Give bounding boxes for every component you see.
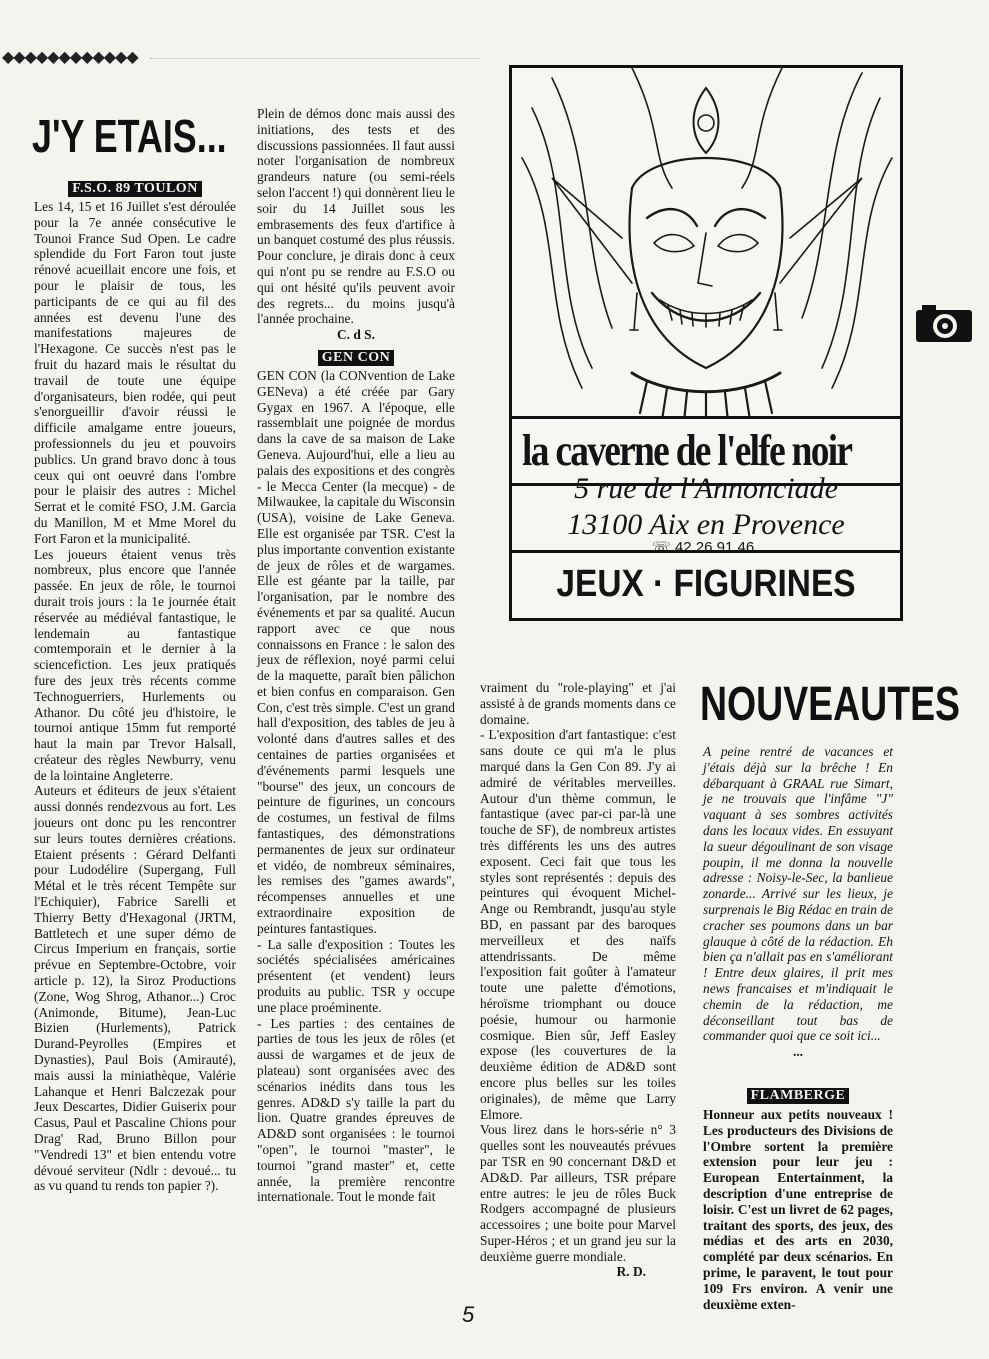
paragraph: Vous lirez dans le hors-série n° 3 quelles sont les nouveautés prévues par TSR en 90 concernant D&D et AD&D. Par ailleurs, TSR prépare entre autres: le jeu de rôles Buck Rodgers accompagné de plusieurs accessoires ; une boite pour Marvel Super-Héros ; et un grand jeu sur la deuxième guerre mondiale. xyxy=(480,1122,676,1264)
nouveautes-title: NOUVEAUTES xyxy=(700,678,961,731)
paragraph: Auteurs et éditeurs de jeux s'étaient aussi donnés rendezvous au fort. Les joueurs ont donc pu les rencontrer sur leurs toutes dernières créations. Etaient présents : Gérard Delfanti pour Ludodélire (Supergang, Full Métal et le très récent Tempête sur l'Echiquier), Fabrice Sarelli et Thierry Betty d'Hexagonal (JRTM, Battletech et une super démo de Circus Imperium en français, sortie prévue en Septembre-Octobre, voir article p. 12), la Siroz Productions (Zone, Wog Shrog, Athanor...) Croc (Animonde, Bitume), Jean-Luc Bizien (Hurlements), Patrick Durand-Peyrolles (Empires et Dynasties), Paul Bois (Amirauté), mais aussi la miniathèque, Valérie Lahanque et Henri Balczezak pour Jeux Descartes, Didier Guiserix pour Casus, Paul et Pascaline Chions pour Drag' Rad, Bruno Billon pour "Vendredi 13" et bien entendu votre dévoué serviteur (Ndlr : devoué... tu as vu quand tu rends ton papier ?). xyxy=(34,783,236,1194)
ad-footer-text: JEUX · FIGURINES xyxy=(556,563,856,605)
paragraph: - L'exposition d'art fantastique: c'est sans doute ce qui m'a le plus marqué dans la Gen Con 89. J'y ai admiré de véritables merveilles. Autour d'un thème commun, le fantastique (avec par-ci par-là une touche de SF), de nombreux artistes très différents les uns des autres exposent. Ceci fait que tous les styles sont représentés : depuis des peintures qui évoquent Michel-Ange ou Rembrandt, jusqu'au style BD, en passant par des baroques merveilleux et des naïfs attendrissants. De même l'exposition fait goûter à l'amateur toute une palette d'émotions, héroïsme triomphant ou douce poésie, humour ou harmonie cosmique. Bien sûr, Jeff Easley expose (les couvertures de la deuxième édition de AD&D sont encore plus belles sur les toiles originales), de même que Larry Elmore. xyxy=(480,727,676,1122)
paragraph: - La salle d'exposition : Toutes les sociétés spécialisées américaines présentent (et vendent) leurs produits au public. TSR y occupe une place proéminente. xyxy=(257,936,455,1015)
column-3 xyxy=(480,680,676,1280)
dark-elf-illustration xyxy=(512,68,900,423)
section-tag-fso: F.S.O. 89 TOULON xyxy=(68,181,202,197)
article-title: J'Y ETAIS... xyxy=(32,110,227,162)
ellipsis: ... xyxy=(792,1044,804,1060)
paragraph: - Les parties : des centaines de parties de tous les jeux de rôles (et aussi de wargames et de jeux de plateau) sont organisées avec des scénarios inédits dans tous les genres. AD&D s'y taille la part du lion. Quatre grandes épreuves de AD&D sont organisées : le tournoi "open", le tournoi "master", le tournoi "grand master" et, cette année, la première rencontre internationale. Tout le monde fait xyxy=(257,1015,455,1205)
signature: C. d S. xyxy=(337,327,375,343)
camera-icon xyxy=(914,302,974,344)
signature: R. D. xyxy=(616,1264,646,1280)
section-tag-gencon: GEN CON xyxy=(318,350,394,366)
paragraph: Les joueurs étaient venus très nombreux, plus encore que l'année passée. En jeux de rôle, le tournoi durait trois jours : la 1e journée était réservée au médiéval fantastique, le lendemain au fantastique comtemporain et le dernier à la sciencefiction. Les jeux pratiqués fure des jeux très récents comme Technoguerriers, Hurlements ou Athanor. Du côté jeu d'histoire, le tournoi antique 15mm fut remporté haut la main par Trevor Halsall, créateur des règles Newburry, venu de la lointaine Angleterre. xyxy=(34,546,236,783)
shop-phone: ☏ 42 26 91 46 xyxy=(652,539,755,556)
column-1 xyxy=(34,180,236,1194)
section-tag-flamberge: FLAMBERGE xyxy=(747,1088,850,1104)
paragraph: GEN CON (la CONvention de Lake GENeva) a été créée par Gary Gygax en 1967. A l'époque, elle rassemblait une poignée de mordus dans la cave de sa maison de Lake Geneva. Aujourd'hui, elle a lieu au palais des expositions et des congrès - le Mecca Center (la mecque) - de Milwaukee, la capitale du Wisconsin (USA), voisine de Lake Geneva. Elle est organisée par TSR. C'est la plus importante convention existante de jeux de rôles et de wargames. Elle est géante par la taille, par l'organisation, par le nombre des événements et par sa qualité. Aucun rapport avec ce que nous connaissons en France : le salon des jeux de réflexion, noyé parmi celui de la maquette, paraît bien pâlichon et bien confus en comparaison. Gen Con, c'est très simple. C'est un grand hall d'exposition, des tables de jeu à volonté dans d'autres salles et des centaines de parties organisées et d'événements parmi lesquels une "bourse" des jeux, un concours de peinture de figurines, un concours de costumes, un festival de films fantastiques, des démonstrations permanentes de jeux sur ordinateur et vidéo, de nombreux séminaires, les remises des "games awards", récompenses annuelles et une extraordinaire exposition de peintures fantastiques. xyxy=(257,367,455,936)
shop-address-city: 13100 Aix en Provence xyxy=(567,508,845,541)
page-number: 5 xyxy=(462,1302,475,1327)
column-2 xyxy=(257,106,455,1205)
ad-footer xyxy=(512,550,900,618)
paragraph: Les 14, 15 et 16 Juillet s'est déroulée pour la 7e année consécutive le Tounoi France Sud Open. Le cadre splendide du Fort Faron tout juste rénové acueillait encore une fois, et pour le plaisir de tous, les participants de ce qui au fil des années est devenu l'une des manifestations majeures de l'Hexagone. Ce succès n'est pas le fruit du hazard mais le résultat du travail de toute une équipe d'organisateurs, bien rodée, qui peut s'enorgueillir d'avoir réussi le difficile amalgame entre joueurs, professionnels du jeu et pouvoirs publics. Un grand bravo donc à tous ceux qui ont oeuvré dans l'ombre pour le plaisir des autres : Michel Serrat et le comité FSO, J.M. Garcia du Manillon, M et Mme Morel du Fort Faron et la municipalité. xyxy=(34,199,236,546)
paragraph: Honneur aux petits nouveaux ! Les producteurs des Divisions de l'Ombre sortent la première extension pour leur jeu : European Entertainment, la description d'une entreprise de loisir. C'est un livret de 62 pages, traitant des sports, des jeux, des médias et des arts en 2030, complété par deux scénarios. En prime, le paravent, le tout pour 109 Frs environ. A venir une deuxième exten- xyxy=(703,1107,893,1312)
paragraph: Plein de démos donc mais aussi des initiations, des tests et des discussions passionnées. Il faut aussi noter l'organisation de nombreux grandeurs nature (ou semi-réels selon l'accent !) qui donnèrent lieu le soir du 14 Juillet sous les embrasements des feux d'artifice à un banquet costumé des plus réussis. Pour conclure, je dirais donc à ceux qui n'ont pu se rendre au F.S.O ou qui ont hésité qu'ils peuvent avoir des regrets... du moins jusqu'à l'année prochaine. xyxy=(257,106,455,327)
nouveautes-intro xyxy=(703,744,893,1060)
header-dotted-rule xyxy=(150,58,480,59)
advertisement xyxy=(509,65,903,621)
shop-address-street: 5 rue de l'Annonciade xyxy=(574,472,838,505)
paragraph: A peine rentré de vacances et j'étais déjà sur la brêche ! En débarquant à GRAAL rue Simart, je ne trouvais que l'infâme "J" vaquant à ses sombres activités dans les locaux vides. En essuyant la sueur dégoulinant de son visage poupin, il me donna la nouvelle adresse : Noisy-le-Sec, la banlieue zonarde... Arrivé sur les lieux, je surprenais le Big Rédac en train de cracher ses poumons dans un bar glauque à côté de la rédaction. Eh bien ça n'allait pas en s'améliorant ! Entre deux glaires, il prit mes news francaises et m'indiquait le chemin de la rédaction, me déconseillant tout bas de commander quoi que ce soit ici... xyxy=(703,744,893,1044)
flamberge-section xyxy=(703,1087,893,1312)
shop-name: la caverne de l'elfe noir xyxy=(522,426,852,475)
header-diamond-rule: ◆◆◆◆◆◆◆◆◆◆◆◆ xyxy=(2,49,138,66)
paragraph: vraiment du "role-playing" et j'ai assisté à de grands moments dans ce domaine. xyxy=(480,680,676,727)
